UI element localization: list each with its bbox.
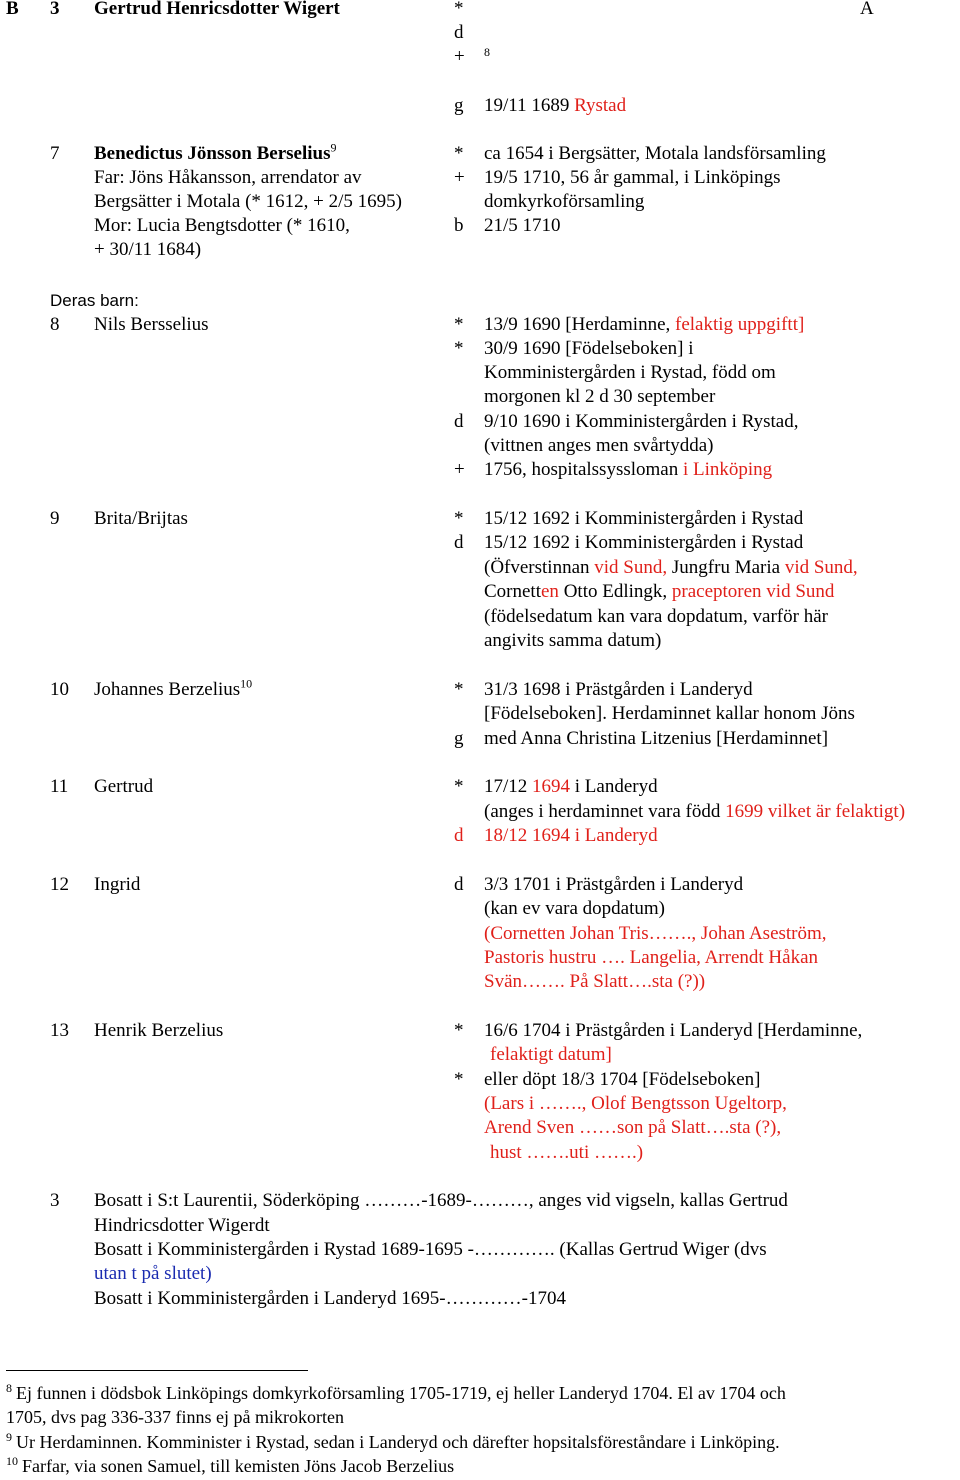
witness-line-1: (Lars i ……., Olof Bengtsson Ugeltorp, [484,1093,787,1114]
baptism-symbol: d [454,411,464,432]
death-symbol: + [454,167,465,188]
baptism-value: 3/3 1701 i Prästgården i Landeryd [484,874,744,895]
entry-number: 3 [50,0,60,19]
birth-value-cont: [Födelseboken]. Herdaminnet kallar honom Jöns [484,703,855,724]
death-value: 1756, hospitalssyssloman i Linköping [484,459,773,480]
witness-line-2: Cornetten Otto Edlingk, praceptoren vid Sund [484,581,835,602]
birth-value: 16/6 1704 i Prästgården i Landeryd [Herdaminne, [484,1020,863,1041]
baptism-symbol: d [454,532,464,553]
residence-line-1: Bosatt i S:t Laurentii, Söderköping ………-1689-………, anges vid vigseln, kallas Gertrud [94,1190,788,1211]
child-name: Ingrid [94,874,141,895]
birth-symbol: * [454,314,464,335]
birth-symbol: * [454,679,464,700]
birth-value: 15/12 1692 i Komministergården i Rystad [484,508,804,529]
birth-value-2: eller döpt 18/3 1704 [Födelseboken] [484,1069,761,1090]
birth-value: 17/12 1694 i Landeryd [484,776,658,797]
birth-value: ca 1654 i Bergsätter, Motala landsförsamling [484,143,826,164]
birth-value: 31/3 1698 i Prästgården i Landeryd [484,679,753,700]
footnote-separator [6,1370,308,1371]
father-line-1: Far: Jöns Håkansson, arrendator av [94,167,362,188]
entry-name: Gertrud Henricsdotter Wigert [94,0,340,19]
baptism-value: 9/10 1690 i Komministergården i Rystad, [484,411,799,432]
marriage-info: 19/11 1689 Rystad [484,95,627,116]
death-symbol: + [454,459,465,480]
baptism-value-cont: (vittnen anges men svårtydda) [484,435,714,456]
birth-symbol: * [454,508,464,529]
birth-value-2-cont2: morgonen kl 2 d 30 september [484,386,716,407]
birth-note: (anges i herdaminnet vara född 1699 vilket är felaktigt) [484,801,906,822]
section-letter: B [6,0,19,19]
residence-number: 3 [50,1190,60,1211]
birth-symbol: * [454,776,464,797]
birth-value-cont: felaktigt datum] [490,1044,612,1065]
father-line-2: Bergsätter i Motala (* 1612, + 2/5 1695) [94,191,402,212]
birth-value-2-cont: Komministergården i Rystad, född om [484,362,776,383]
children-heading: Deras barn: [50,291,139,310]
witness-line-1: (Cornetten Johan Tris……., Johan Aseström, [484,923,827,944]
note-line-2: angivits samma datum) [484,630,662,651]
footnote-9: $^9$ Ur Herdaminnen. Komminister i Rystad, sedan i Landeryd och därefter hopsitalsföreståndare i Linköping. [6,1430,780,1452]
witness-line-2: Arend Sven ……son på Slatt….sta (?), [484,1117,782,1138]
child-name: Gertrud [94,776,154,797]
residence-line-3: Bosatt i Komministergården i Landeryd 1695-…………-1704 [94,1288,566,1309]
witness-line-3: hust …….uti …….) [490,1142,644,1163]
child-name: Johannes Berzelius$^{10}$ [94,676,253,700]
marriage-symbol: g [454,728,464,749]
baptism-value: 15/12 1692 i Komministergården i Rystad [484,532,804,553]
child-number: 9 [50,508,60,529]
child-number: 11 [50,776,69,797]
child-name: Brita/Brijtas [94,508,188,529]
witness-line-2: Pastoris hustru …. Langelia, Arrendt Håkan [484,947,819,968]
baptism-symbol: d [454,825,464,846]
birth-symbol: * [454,143,464,164]
death-symbol: + [454,46,465,67]
residence-line-2: Bosatt i Komministergården i Rystad 1689-1695 -…………. (Kallas Gertrud Wiger (dvs [94,1239,767,1260]
child-number: 12 [50,874,69,895]
baptism-note: (kan ev vara dopdatum) [484,898,665,919]
birth-symbol: * [454,1020,464,1041]
baptism-symbol: d [454,874,464,895]
child-name: Nils Bersselius [94,314,209,335]
marriage-symbol: g [454,95,464,116]
burial-symbol: b [454,215,464,236]
witness-line-1: (Öfverstinnan vid Sund, Jungfru Maria vid Sund, [484,557,858,578]
birth-value-2: 30/9 1690 [Födelseboken] i [484,338,694,359]
child-number: 13 [50,1020,69,1041]
child-number: 10 [50,679,69,700]
witness-line-3: Svän……. På Slatt….sta (?)) [484,971,706,992]
mother-line-1: Mor: Lucia Bengtsdotter (* 1610, [94,215,350,236]
birth-symbol: * [454,0,464,19]
residence-line-2-cont: utan t på slutet) [94,1263,212,1284]
right-letter: A [860,0,874,19]
footnote-8: $^8$ Ej funnen i dödsbok Linköpings domkyrkoförsamling 1705-1719, ej heller Landeryd 1704. El av 1704 och [6,1381,786,1403]
child-number: 8 [50,314,60,335]
birth-symbol-2: * [454,1069,464,1090]
baptism-value: 18/12 1694 i Landeryd [484,825,658,846]
burial-value: 21/5 1710 [484,215,561,236]
birth-value: 13/9 1690 [Herdaminne, felaktig uppgiftt] [484,314,805,335]
child-name: Henrik Berzelius [94,1020,224,1041]
d-symbol: d [454,22,464,43]
person-name: Benedictus Jönsson Berselius$^9$ [94,140,337,164]
birth-symbol-2: * [454,338,464,359]
footnote-8-cont: 1705, dvs pag 336-337 finns ej på mikrokorten [6,1407,344,1427]
person-number: 7 [50,143,60,164]
footnote-10: $^{10}$ Farfar, via sonen Samuel, till kemisten Jöns Jacob Berzelius [6,1454,455,1476]
death-value-cont: domkyrkoförsamling [484,191,645,212]
note-line-1: (födelsedatum kan vara dopdatum, varför här [484,606,828,627]
marriage-value: med Anna Christina Litzenius [Herdaminnet] [484,728,829,749]
footnote-ref-8: 8 [484,45,490,59]
death-value: 19/5 1710, 56 år gammal, i Linköpings [484,167,781,188]
residence-line-1-cont: Hindricsdotter Wigerdt [94,1215,270,1236]
mother-line-2: + 30/11 1684) [94,239,202,260]
